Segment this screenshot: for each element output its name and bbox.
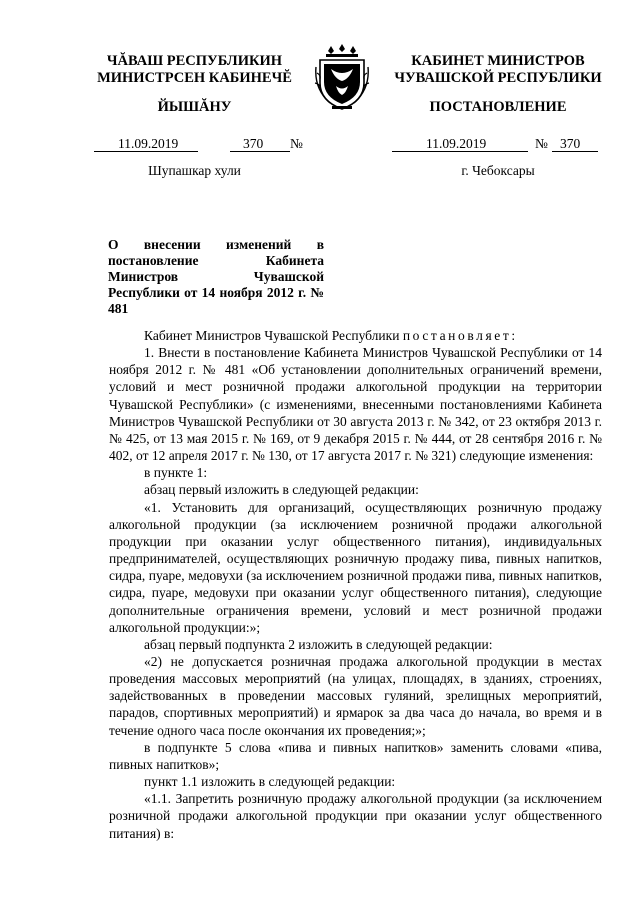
body-paragraph-2: в пункте 1: <box>144 465 208 481</box>
body-paragraph-1: 1. Внести в постановление Кабинета Министров Чувашской Республики от 14 ноября 2012 г. № 481 «Об установлении дополнительных ограничений времени, условий и мест розничной продажи алкогольной продукции на территории Чувашской Республики» (с изменениями, внесенными постановлениями Кабинета Министров Чувашской Республики от 30 августа 2013 г. № 342, от 23 октября 2013 г. № 425, от 13 мая 2015 г. № 169, от 9 декабря 2015 г. № 444, от 28 сентября 2016 г. № 402, от 12 апреля 2017 г. № 130, от 17 августа 2017 г. № 321) следующие изменения: <box>109 345 602 464</box>
right-number-sign: № <box>535 136 548 151</box>
body-paragraph-5: абзац первый подпункта 2 изложить в следующей редакции: <box>144 636 493 652</box>
right-number: 370 <box>560 136 581 151</box>
left-organization-name <box>92 53 297 87</box>
right-organization-name <box>388 53 608 87</box>
document-body <box>109 327 602 842</box>
left-org-line-1: ЧĂВАШ РЕСПУБЛИКИН <box>106 53 283 69</box>
right-document-type: ПОСТАНОВЛЕНИЕ <box>429 99 567 115</box>
body-paragraph-4: «1. Установить для организаций, осуществляющих розничную продажу алкогольной продукции (за исключением розничной продажи алкогольной продукции при оказании услуг общественного питания), индивидуальных предпринимателей, осуществляющих розничную продажу пива, пивных напитков, сидра, пуаре, медовухи (за исключением розничной продажи пива, пивных напитков, сидра, пуаре, медовухи при оказании услуг общественного питания), следующие дополнительные ограничения времени, условий и мест розничной продажи алкогольной продукции:»; <box>109 499 602 635</box>
left-number: 370 <box>243 136 264 151</box>
right-city: г. Чебоксары <box>461 163 535 178</box>
left-date-underline <box>94 151 198 152</box>
right-org-line-2: ЧУВАШСКОЙ РЕСПУБЛИКИ <box>394 70 602 86</box>
body-paragraph-8: пункт 1.1 изложить в следующей редакции: <box>144 774 396 790</box>
body-paragraph-7: в подпункте 5 слова «пива и пивных напитков» заменить словами «пива, пивных напитков»; <box>109 739 602 772</box>
left-date-number-line <box>94 136 308 152</box>
left-city: Шупашкар хули <box>148 163 241 178</box>
left-org-line-2: МИНИСТРСЕН КАБИНЕЧĔ <box>97 70 292 86</box>
body-paragraph-3: абзац первый изложить в следующей редакции: <box>144 482 419 498</box>
left-number-sign: № <box>290 136 303 151</box>
body-paragraph-6: «2) не допускается розничная продажа алкогольной продукции в местах проведения массовых мероприятий (на улицах, площадях, в зданиях, строениях, задействованных в проведении массовых гуляний, зрелищных мероприятий, парадов, спортивных мероприятий) и ярмарок за два часа до начала, во время и в течение одного часа после окончания их проведения;»; <box>109 653 602 738</box>
right-date-underline <box>392 151 528 152</box>
right-org-line-1: КАБИНЕТ МИНИСТРОВ <box>411 53 585 69</box>
body-paragraph-9: «1.1. Запретить розничную продажу алкогольной продукции (за исключением розничной продажи алкогольной продукции при оказании услуг общественного питания) в: <box>109 791 602 841</box>
left-date: 11.09.2019 <box>118 136 179 151</box>
right-date-number-line <box>392 136 606 152</box>
left-document-type: ЙЫШĂНУ <box>157 99 232 115</box>
intro-lead: Кабинет Министров Чувашской Республики <box>144 328 403 343</box>
coat-of-arms-icon <box>314 43 370 111</box>
right-date: 11.09.2019 <box>426 136 487 151</box>
intro-verb: постановляет: <box>402 328 518 343</box>
intro-paragraph <box>109 327 602 344</box>
left-number-underline <box>230 151 290 152</box>
right-number-underline <box>552 151 598 152</box>
document-title: О внесении изменений в постановление Кабинета Министров Чувашской Республики от 14 ноября 2012 г. № 481 <box>108 237 324 316</box>
